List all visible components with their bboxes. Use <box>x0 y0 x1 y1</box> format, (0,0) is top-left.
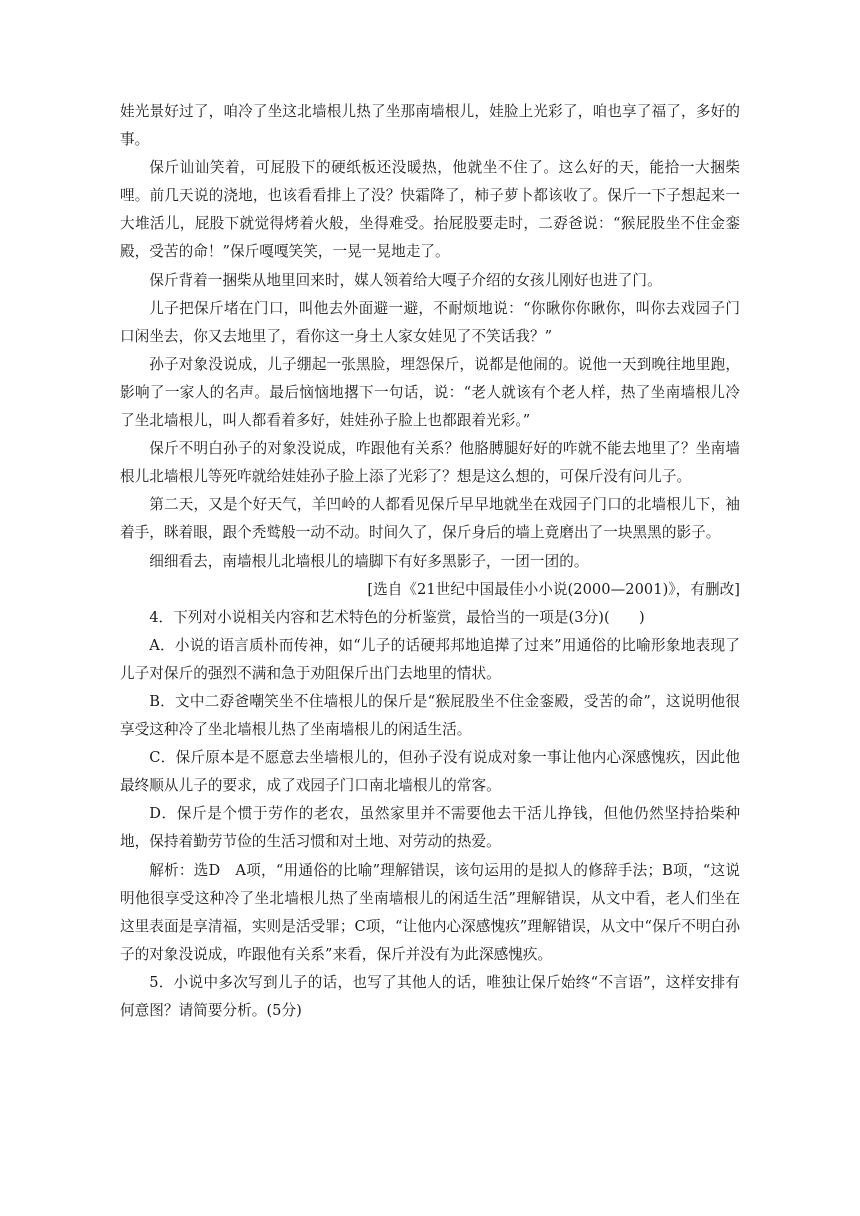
question-4: 4．下列对小说相关内容和艺术特色的分析鉴赏，最恰当的一项是(3分)( ) <box>149 608 645 626</box>
question-4-option-c: C．保斤原本是不愿意去坐墙根儿的，但孙子没有说成对象一事让他内心深感愧疚，因此他最终顺从儿子的要求，成了戏园子门口南北墙根儿的常客。 <box>120 749 740 795</box>
question-5: 5．小说中多次写到儿子的话，也写了其他人的话，唯独让保斤始终“不言语”，这样安排有何意图？请简要分析。(5分) <box>120 973 740 1019</box>
question-4-option-d: D．保斤是个惯于劳作的老农，虽然家里并不需要他去干活儿挣钱，但他仍然坚持拾柴种地，保持着勤劳节俭的生活习惯和对土地、对劳动的热爱。 <box>120 805 740 851</box>
paragraph-baojin-leaves: 保斤讪讪笑着，可屁股下的硬纸板还没暖热，他就坐不住了。这么好的天，能拾一大捆柴哩。前几天说的浇地，也该看看排上了没？快霜降了，柿子萝卜都该收了。保斤一下子想起来一大堆活儿，屁股下就觉得烤着火般，坐得难受。抬屁股要走时，二孬爸说：“猴屁股坐不住金銮殿，受苦的命！”保斤嘎嘎笑笑，一晃一晃地走了。 <box>120 159 740 261</box>
question-4-analysis: 解析：选D A项，“用通俗的比喻”理解错误，该句运用的是拟人的修辞手法；B项，“这说明他很享受这种冷了坐北墙根儿热了坐南墙根儿的闲适生活”理解错误，从文中看，老人们坐在这里表面是享清福，实则是活受罪；C项，“让他内心深感愧疚”理解错误，从文中“保斤不明白孙子的对象没说成，咋跟他有关系”来看，保斤并没有为此深感愧疚。 <box>120 861 740 963</box>
source-citation: [选自《21世纪中国最佳小小说(2000—2001)》，有删改] <box>367 580 740 598</box>
paragraph-continuation: 娃光景好过了，咱冷了坐这北墙根儿热了坐那南墙根儿，娃脸上光彩了，咱也享了福了，多好的事。 <box>120 103 740 149</box>
question-4-option-a: A．小说的语言质朴而传神，如“儿子的话硬邦邦地追撵了过来”用通俗的比喻形象地表现了儿子对保斤的强烈不满和急于劝阻保斤出门去地里的情状。 <box>120 636 740 682</box>
question-4-option-b: B．文中二孬爸嘲笑坐不住墙根儿的保斤是“猴屁股坐不住金銮殿，受苦的命”，这说明他很享受这种冷了坐北墙根儿热了坐南墙根儿的闲适生活。 <box>120 692 740 739</box>
paragraph-baojin-confused: 保斤不明白孙子的对象没说成，咋跟他有关系？他胳膊腿好好的咋就不能去地里了？坐南墙根儿北墙根儿等死咋就给娃娃孙子脸上添了光彩了？想是这么想的，可保斤没有问儿子。 <box>120 440 740 486</box>
document-page <box>120 98 740 1025</box>
paragraph-matchmaker-arrives: 保斤背着一捆柴从地里回来时，媒人领着给大嘎子介绍的女孩儿刚好也进了门。 <box>149 271 662 289</box>
paragraph-son-blocks-door: 儿子把保斤堵在门口，叫他去外面避一避，不耐烦地说：“你瞅你你瞅你，叫你去戏园子门口闲坐去，你又去地里了，看你这一身土人家女娃见了不笑话我？” <box>120 299 740 345</box>
paragraph-shadows: 细细看去，南墙根儿北墙根儿的墙脚下有好多黑影子，一团一团的。 <box>149 552 589 570</box>
paragraph-match-failed: 孙子对象没说成，儿子绷起一张黑脸，埋怨保斤，说都是他闹的。说他一天到晚往地里跑，影响了一家人的名声。最后恼恼地撂下一句话，说：“老人就该有个老人样，热了坐南墙根儿冷了坐北墙根儿，叫人都看着多好，娃娃孙子脸上也都跟着光彩。” <box>120 355 740 430</box>
paragraph-next-day: 第二天，又是个好天气，羊凹岭的人都看见保斤早早地就坐在戏园子门口的北墙根儿下，袖着手，眯着眼，跟个秃鹫般一动不动。时间久了，保斤身后的墙上竟磨出了一块黑黑的影子。 <box>120 496 740 542</box>
